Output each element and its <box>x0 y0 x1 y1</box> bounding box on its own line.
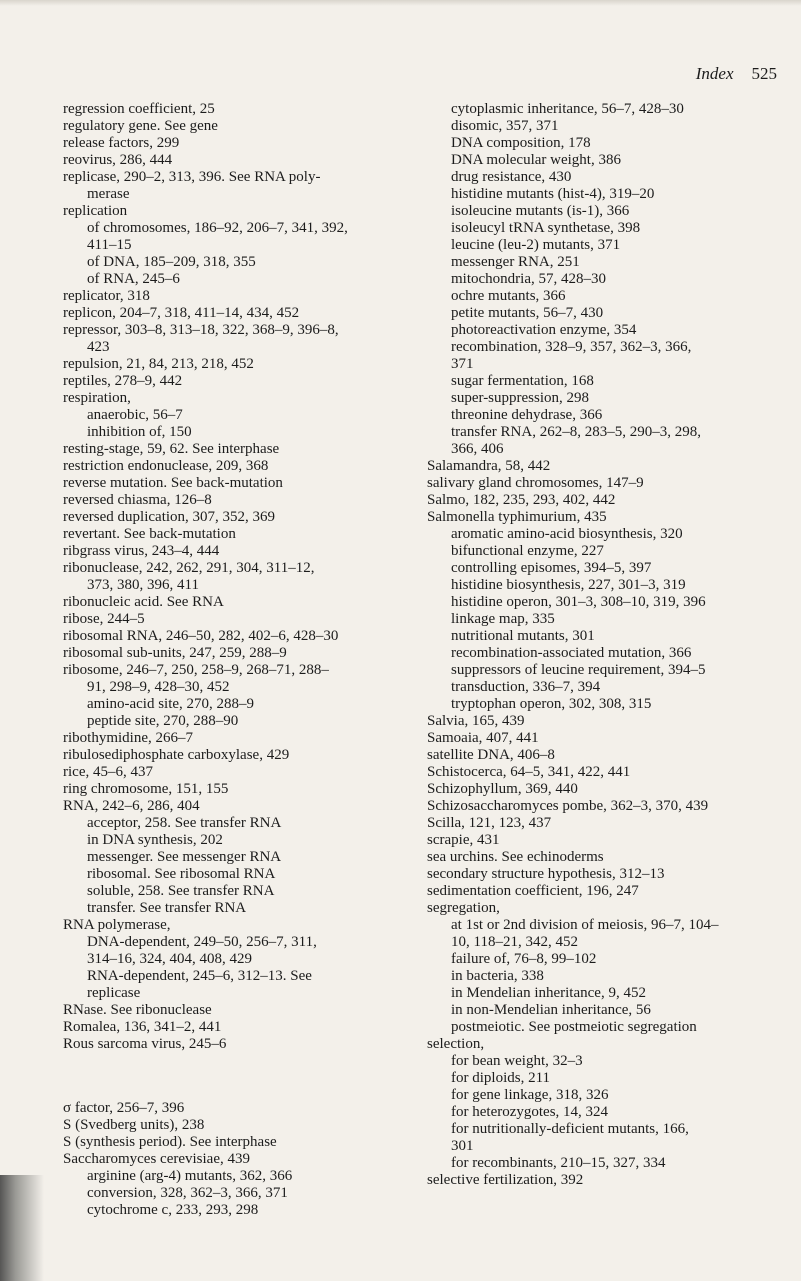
index-entry: S (synthesis period). See interphase <box>63 1134 277 1150</box>
index-entry: sea urchins. See echinoderms <box>427 849 604 865</box>
index-entry: segregation, <box>427 900 500 916</box>
index-entry: ribosome, 246–7, 250, 258–9, 268–71, 288– <box>63 662 329 678</box>
index-subentry: conversion, 328, 362–3, 366, 371 <box>87 1185 288 1201</box>
index-entry: ribosomal RNA, 246–50, 282, 402–6, 428–30 <box>63 628 339 644</box>
index-subentry: 314–16, 324, 404, 408, 429 <box>87 951 252 967</box>
index-entry: reptiles, 278–9, 442 <box>63 373 183 389</box>
index-subentry: messenger RNA, 251 <box>451 254 580 270</box>
index-subentry: 373, 380, 396, 411 <box>87 577 199 593</box>
page-shadow <box>0 1175 44 1281</box>
index-entry: ribonuclease, 242, 262, 291, 304, 311–12, <box>63 560 315 576</box>
index-entry: ribulosediphosphate carboxylase, 429 <box>63 747 290 763</box>
index-subentry: merase <box>87 186 130 202</box>
index-subentry: super-suppression, 298 <box>451 390 590 406</box>
index-entry: repulsion, 21, 84, 213, 218, 452 <box>63 356 254 372</box>
page-edge <box>0 0 801 6</box>
index-subentry: arginine (arg-4) mutants, 362, 366 <box>87 1168 293 1184</box>
index-subentry: recombination-associated mutation, 366 <box>451 645 692 661</box>
running-header <box>696 64 777 84</box>
index-subentry: 10, 118–21, 342, 452 <box>451 934 578 950</box>
index-entry: ribonucleic acid. See RNA <box>63 594 224 610</box>
index-subentry: DNA composition, 178 <box>451 135 591 151</box>
index-subentry: controlling episomes, 394–5, 397 <box>451 560 652 576</box>
index-subentry: anaerobic, 56–7 <box>87 407 183 423</box>
index-subentry: ochre mutants, 366 <box>451 288 566 304</box>
index-entry: rice, 45–6, 437 <box>63 764 153 780</box>
index-entry: σ factor, 256–7, 396 <box>63 1100 185 1116</box>
index-subentry: DNA molecular weight, 386 <box>451 152 621 168</box>
index-entry: revertant. See back-mutation <box>63 526 236 542</box>
index-subentry: RNA-dependent, 245–6, 312–13. See <box>87 968 312 984</box>
index-subentry: leucine (leu-2) mutants, 371 <box>451 237 621 253</box>
index-subentry: for bean weight, 32–3 <box>451 1053 583 1069</box>
header-title: Index <box>695 64 734 83</box>
index-entry: Schizosaccharomyces pombe, 362–3, 370, 439 <box>427 798 709 814</box>
index-entry: selection, <box>427 1036 485 1052</box>
index-subentry: 91, 298–9, 428–30, 452 <box>87 679 230 695</box>
index-subentry: replicase <box>87 985 141 1001</box>
index-subentry: in DNA synthesis, 202 <box>87 832 223 848</box>
index-subentry: 366, 406 <box>451 441 504 457</box>
index-entry: S (Svedberg units), 238 <box>63 1117 205 1133</box>
index-subentry: amino-acid site, 270, 288–9 <box>87 696 255 712</box>
index-subentry: for nutritionally-deficient mutants, 166, <box>451 1121 689 1137</box>
index-subentry: histidine operon, 301–3, 308–10, 319, 396 <box>451 594 706 610</box>
index-subentry: peptide site, 270, 288–90 <box>87 713 239 729</box>
index-entry: Salmo, 182, 235, 293, 402, 442 <box>427 492 616 508</box>
index-subentry: 411–15 <box>87 237 132 253</box>
index-subentry: inhibition of, 150 <box>87 424 192 440</box>
index-subentry: bifunctional enzyme, 227 <box>451 543 604 559</box>
index-subentry: linkage map, 335 <box>451 611 555 627</box>
index-entry: satellite DNA, 406–8 <box>427 747 555 763</box>
index-entry: reverse mutation. See back-mutation <box>63 475 283 491</box>
index-entry: ring chromosome, 151, 155 <box>63 781 229 797</box>
index-entry: reovirus, 286, 444 <box>63 152 173 168</box>
index-subentry: petite mutants, 56–7, 430 <box>451 305 604 321</box>
index-subentry: for heterozygotes, 14, 324 <box>451 1104 609 1120</box>
index-entry: Schistocerca, 64–5, 341, 422, 441 <box>427 764 631 780</box>
index-entry: Salamandra, 58, 442 <box>427 458 551 474</box>
index-subentry: at 1st or 2nd division of meiosis, 96–7, 104– <box>451 917 719 933</box>
index-entry: repressor, 303–8, 313–18, 322, 368–9, 396–8, <box>63 322 339 338</box>
index-subentry: cytochrome c, 233, 293, 298 <box>87 1202 259 1218</box>
index-entry: selective fertilization, 392 <box>427 1172 584 1188</box>
index-entry: Schizophyllum, 369, 440 <box>427 781 578 797</box>
index-entry: Scilla, 121, 123, 437 <box>427 815 552 831</box>
section-gap <box>63 1068 393 1085</box>
index-entry: replicon, 204–7, 318, 411–14, 434, 452 <box>63 305 300 321</box>
index-subentry: for gene linkage, 318, 326 <box>451 1087 609 1103</box>
index-subentry: acceptor, 258. See transfer RNA <box>87 815 282 831</box>
index-subentry: failure of, 76–8, 99–102 <box>451 951 597 967</box>
index-subentry: isoleucine mutants (is-1), 366 <box>451 203 630 219</box>
index-entry: sedimentation coefficient, 196, 247 <box>427 883 639 899</box>
index-subentry: photoreactivation enzyme, 354 <box>451 322 637 338</box>
index-subentry: cytoplasmic inheritance, 56–7, 428–30 <box>451 101 684 117</box>
index-entry: replication <box>63 203 128 219</box>
index-entry: scrapie, 431 <box>427 832 500 848</box>
index-subentry: 301 <box>451 1138 474 1154</box>
index-entry: resting-stage, 59, 62. See interphase <box>63 441 280 457</box>
index-entry: RNase. See ribonuclease <box>63 1002 212 1018</box>
index-subentry: of DNA, 185–209, 318, 355 <box>87 254 256 270</box>
index-entry: RNA polymerase, <box>63 917 171 933</box>
index-entry: ribosomal sub-units, 247, 259, 288–9 <box>63 645 287 661</box>
index-entry: replicator, 318 <box>63 288 150 304</box>
index-subentry: in Mendelian inheritance, 9, 452 <box>451 985 646 1001</box>
index-column-right <box>427 101 777 1189</box>
index-entry: ribose, 244–5 <box>63 611 145 627</box>
index-subentry: suppressors of leucine requirement, 394–5 <box>451 662 706 678</box>
index-entry: release factors, 299 <box>63 135 180 151</box>
index-subentry: aromatic amino-acid biosynthesis, 320 <box>451 526 683 542</box>
index-subentry: for diploids, 211 <box>451 1070 551 1086</box>
index-subentry: in non-Mendelian inheritance, 56 <box>451 1002 651 1018</box>
index-entry: Salmonella typhimurium, 435 <box>427 509 607 525</box>
index-subentry: tryptophan operon, 302, 308, 315 <box>451 696 652 712</box>
page-number: 525 <box>751 64 777 83</box>
index-subentry: transduction, 336–7, 394 <box>451 679 601 695</box>
index-entry: Saccharomyces cerevisiae, 439 <box>63 1151 250 1167</box>
index-subentry: postmeiotic. See postmeiotic segregation <box>451 1019 697 1035</box>
index-entry: regression coefficient, 25 <box>63 101 215 117</box>
index-subentry: for recombinants, 210–15, 327, 334 <box>451 1155 666 1171</box>
index-subentry: transfer. See transfer RNA <box>87 900 247 916</box>
index-entry: reversed chiasma, 126–8 <box>63 492 212 508</box>
index-entry: Salvia, 165, 439 <box>427 713 525 729</box>
index-entry: secondary structure hypothesis, 312–13 <box>427 866 665 882</box>
index-entry: respiration, <box>63 390 131 406</box>
index-entry: ribgrass virus, 243–4, 444 <box>63 543 220 559</box>
index-subentry: threonine dehydrase, 366 <box>451 407 603 423</box>
index-entry: ribothymidine, 266–7 <box>63 730 193 746</box>
index-entry: RNA, 242–6, 286, 404 <box>63 798 200 814</box>
index-subentry: 371 <box>451 356 474 372</box>
index-subentry: in bacteria, 338 <box>451 968 544 984</box>
index-entry: replicase, 290–2, 313, 396. See RNA poly- <box>63 169 321 185</box>
index-subentry: ribosomal. See ribosomal RNA <box>87 866 276 882</box>
index-subentry: soluble, 258. See transfer RNA <box>87 883 275 899</box>
index-entry: regulatory gene. See gene <box>63 118 218 134</box>
index-entry: restriction endonuclease, 209, 368 <box>63 458 269 474</box>
index-subentry: sugar fermentation, 168 <box>451 373 594 389</box>
index-subentry: drug resistance, 430 <box>451 169 572 185</box>
index-subentry: recombination, 328–9, 357, 362–3, 366, <box>451 339 692 355</box>
index-subentry: 423 <box>87 339 110 355</box>
index-subentry: histidine mutants (hist-4), 319–20 <box>451 186 655 202</box>
index-subentry: mitochondria, 57, 428–30 <box>451 271 606 287</box>
index-subentry: histidine biosynthesis, 227, 301–3, 319 <box>451 577 686 593</box>
index-subentry: isoleucyl tRNA synthetase, 398 <box>451 220 641 236</box>
index-entry: Romalea, 136, 341–2, 441 <box>63 1019 222 1035</box>
index-subentry: DNA-dependent, 249–50, 256–7, 311, <box>87 934 317 950</box>
index-entry: reversed duplication, 307, 352, 369 <box>63 509 276 525</box>
index-subentry: nutritional mutants, 301 <box>451 628 595 644</box>
index-subentry: transfer RNA, 262–8, 283–5, 290–3, 298, <box>451 424 701 440</box>
index-subentry: messenger. See messenger RNA <box>87 849 282 865</box>
index-entry: salivary gland chromosomes, 147–9 <box>427 475 644 491</box>
index-entry: Samoaia, 407, 441 <box>427 730 539 746</box>
index-subentry: of RNA, 245–6 <box>87 271 180 287</box>
index-entry: Rous sarcoma virus, 245–6 <box>63 1036 227 1052</box>
index-subentry: disomic, 357, 371 <box>451 118 559 134</box>
index-column-left <box>63 101 393 1219</box>
index-subentry: of chromosomes, 186–92, 206–7, 341, 392, <box>87 220 348 236</box>
